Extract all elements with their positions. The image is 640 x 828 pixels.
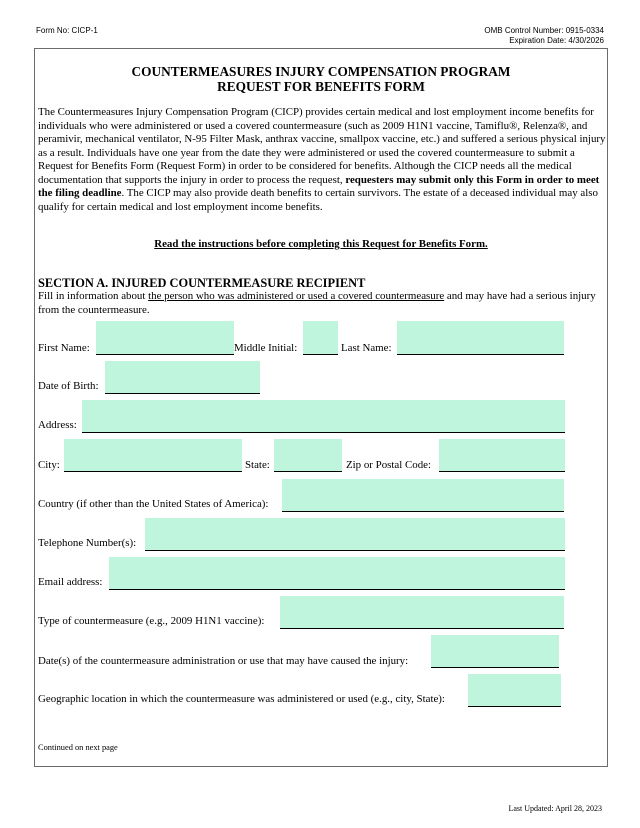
- address-field[interactable]: [82, 400, 565, 433]
- last-name-field[interactable]: [397, 321, 564, 355]
- section-a-title: SECTION A. INJURED COUNTERMEASURE RECIPIENT: [38, 276, 366, 290]
- middle-initial-field[interactable]: [303, 321, 338, 355]
- form-title-line2: REQUEST FOR BENEFITS FORM: [217, 79, 425, 94]
- admin-dates-field[interactable]: [431, 635, 559, 668]
- email-field[interactable]: [109, 557, 565, 590]
- country-label: Country (if other than the United States of America):: [38, 498, 269, 510]
- intro-text-2: . The CICP may also provide death benefits to certain survivors. The estate of a deceased individual may also qualify for certain medical and lost employment income benefits.: [38, 187, 598, 213]
- intro-text-1: The Countermeasures Injury Compensation Program (CICP) provides certain medical and lost employment income benefits for individuals who were administered or used a covered countermeasure (such as 2009 H1N1 vaccine, Tamiflu®, Relenza®, and peramivir, mechanical ventilator, N-95 Filter Mask, anthrax vaccine, smallpox vaccine, etc.) and suffered a serious physical injury as a result. Individuals have one year from the date they were administered or used the covered countermeasure to submit a Request for Benefits Form (Request Form) in order to be considered for benefits. Although the CICP needs all the medical documentation that supports the injury in order to process the request,: [38, 106, 606, 186]
- expiration-date: Expiration Date: 4/30/2026: [509, 36, 604, 45]
- form-title: [35, 64, 607, 94]
- admin-dates-label: Date(s) of the countermeasure administration or use that may have caused the injury:: [38, 655, 409, 667]
- dob-label: Date of Birth:: [38, 380, 99, 392]
- state-label: State:: [245, 459, 270, 471]
- country-field[interactable]: [282, 479, 564, 512]
- omb-control-number: OMB Control Number: 0915-0334: [484, 26, 604, 35]
- zip-field[interactable]: [439, 439, 565, 472]
- state-field[interactable]: [274, 439, 342, 472]
- intro-bold-text: requesters may submit only this Form in order to meet the filing deadline: [38, 173, 600, 199]
- location-field[interactable]: [468, 674, 561, 707]
- continued-note: Continued on next page: [38, 743, 118, 752]
- telephone-field[interactable]: [145, 518, 565, 551]
- intro-paragraph: [38, 106, 606, 214]
- city-label: City:: [38, 459, 60, 471]
- first-name-label: First Name:: [38, 342, 90, 354]
- location-label: Geographic location in which the countermeasure was administered or used (e.g., city, State):: [38, 693, 445, 705]
- address-label: Address:: [38, 419, 77, 431]
- city-field[interactable]: [64, 439, 242, 472]
- zip-label: Zip or Postal Code:: [346, 459, 432, 471]
- section-a-desc-underlined: the person who was administered or used a covered countermeasure: [148, 290, 445, 302]
- countermeasure-type-field[interactable]: [280, 596, 564, 629]
- section-a-desc-post: and may have had a serious injury from the countermeasure.: [38, 290, 596, 316]
- dob-field[interactable]: [105, 361, 260, 394]
- omb-info: [484, 26, 604, 46]
- last-updated: Last Updated: April 28, 2023: [508, 804, 602, 813]
- countermeasure-type-label: Type of countermeasure (e.g., 2009 H1N1 vaccine):: [38, 615, 265, 627]
- middle-initial-label: Middle Initial:: [234, 342, 298, 354]
- form-number: Form No: CICP-1: [36, 26, 98, 35]
- section-a-description: [38, 290, 606, 317]
- telephone-label: Telephone Number(s):: [38, 537, 137, 549]
- form-title-line1: COUNTERMEASURES INJURY COMPENSATION PROGRAM: [131, 64, 511, 79]
- last-name-label: Last Name:: [341, 342, 392, 354]
- section-a-desc-pre: Fill in information about: [38, 290, 149, 302]
- email-label: Email address:: [38, 576, 103, 588]
- form-frame: [34, 48, 608, 767]
- instructions-link[interactable]: Read the instructions before completing this Request for Benefits Form.: [154, 238, 488, 250]
- first-name-field[interactable]: [96, 321, 234, 355]
